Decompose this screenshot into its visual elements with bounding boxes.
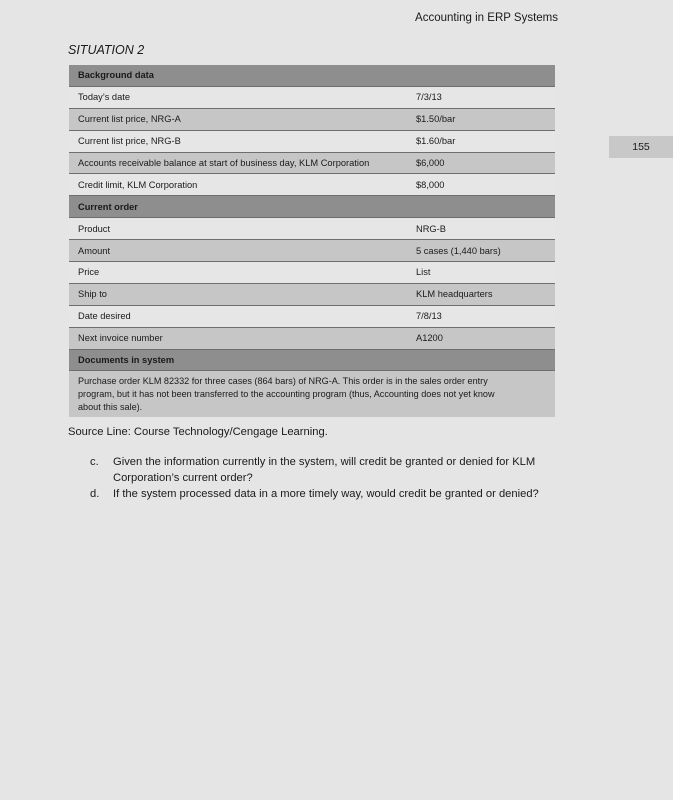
question-text: If the system processed data in a more timely way, would credit be granted or denied? [113,488,539,500]
question-text: Given the information currently in the system, will credit be granted or denied for KLM Corporation’s current order? [113,456,536,484]
page-number-tab: 155 [609,136,673,158]
situation-title: SITUATION 2 [68,43,145,57]
situation-table [69,65,555,417]
table-row [69,306,555,328]
section-title: Background data [78,70,154,81]
question-item [90,455,565,486]
table-row [69,328,555,350]
row-label: Date desired [78,311,131,322]
section-header-documents [69,350,555,372]
table-row [69,262,555,284]
question-letter: c. [90,456,99,468]
question-letter: d. [90,488,100,500]
source-line: Source Line: Course Technology/Cengage Learning. [68,426,328,438]
table-row [69,218,555,240]
row-label: Current list price, NRG-A [78,114,181,125]
section-title: Documents in system [78,355,175,366]
row-value: $8,000 [416,179,445,190]
documents-note: Purchase order KLM 82332 for three cases (864 bars) of NRG-A. This order is in the sales order entry program, but it has not been transferred to the accounting program (thus, Accounting does not yet know about this sale). [69,371,555,417]
row-value: $1.60/bar [416,136,456,147]
row-label: Credit limit, KLM Corporation [78,179,198,190]
row-value: 5 cases (1,440 bars) [416,245,501,256]
table-row [69,87,555,109]
row-value: $1.50/bar [416,114,456,125]
table-row [69,240,555,262]
question-list [90,455,565,504]
section-header-background [69,65,555,87]
row-value: KLM headquarters [416,289,493,300]
table-row [69,153,555,175]
table-row [69,174,555,196]
row-label: Current list price, NRG-B [78,136,181,147]
table-row [69,109,555,131]
running-header: Accounting in ERP Systems [415,12,558,24]
row-value: $6,000 [416,158,445,168]
section-title: Current order [78,201,138,212]
row-value: A1200 [416,333,443,344]
table-row [69,284,555,306]
row-label: Today’s date [78,92,131,103]
question-item [90,487,565,503]
row-value: List [416,267,431,278]
row-value: 7/3/13 [416,92,442,103]
row-label: Product [78,223,111,234]
row-label: Price [78,267,100,278]
row-value: NRG-B [416,223,446,234]
row-label: Ship to [78,289,107,300]
section-header-current-order [69,196,555,218]
row-label: Accounts receivable balance at start of business day, KLM Corporation [78,158,370,168]
row-value: 7/8/13 [416,311,442,322]
row-label: Amount [78,245,111,256]
table-row [69,131,555,153]
row-label: Next invoice number [78,333,163,344]
